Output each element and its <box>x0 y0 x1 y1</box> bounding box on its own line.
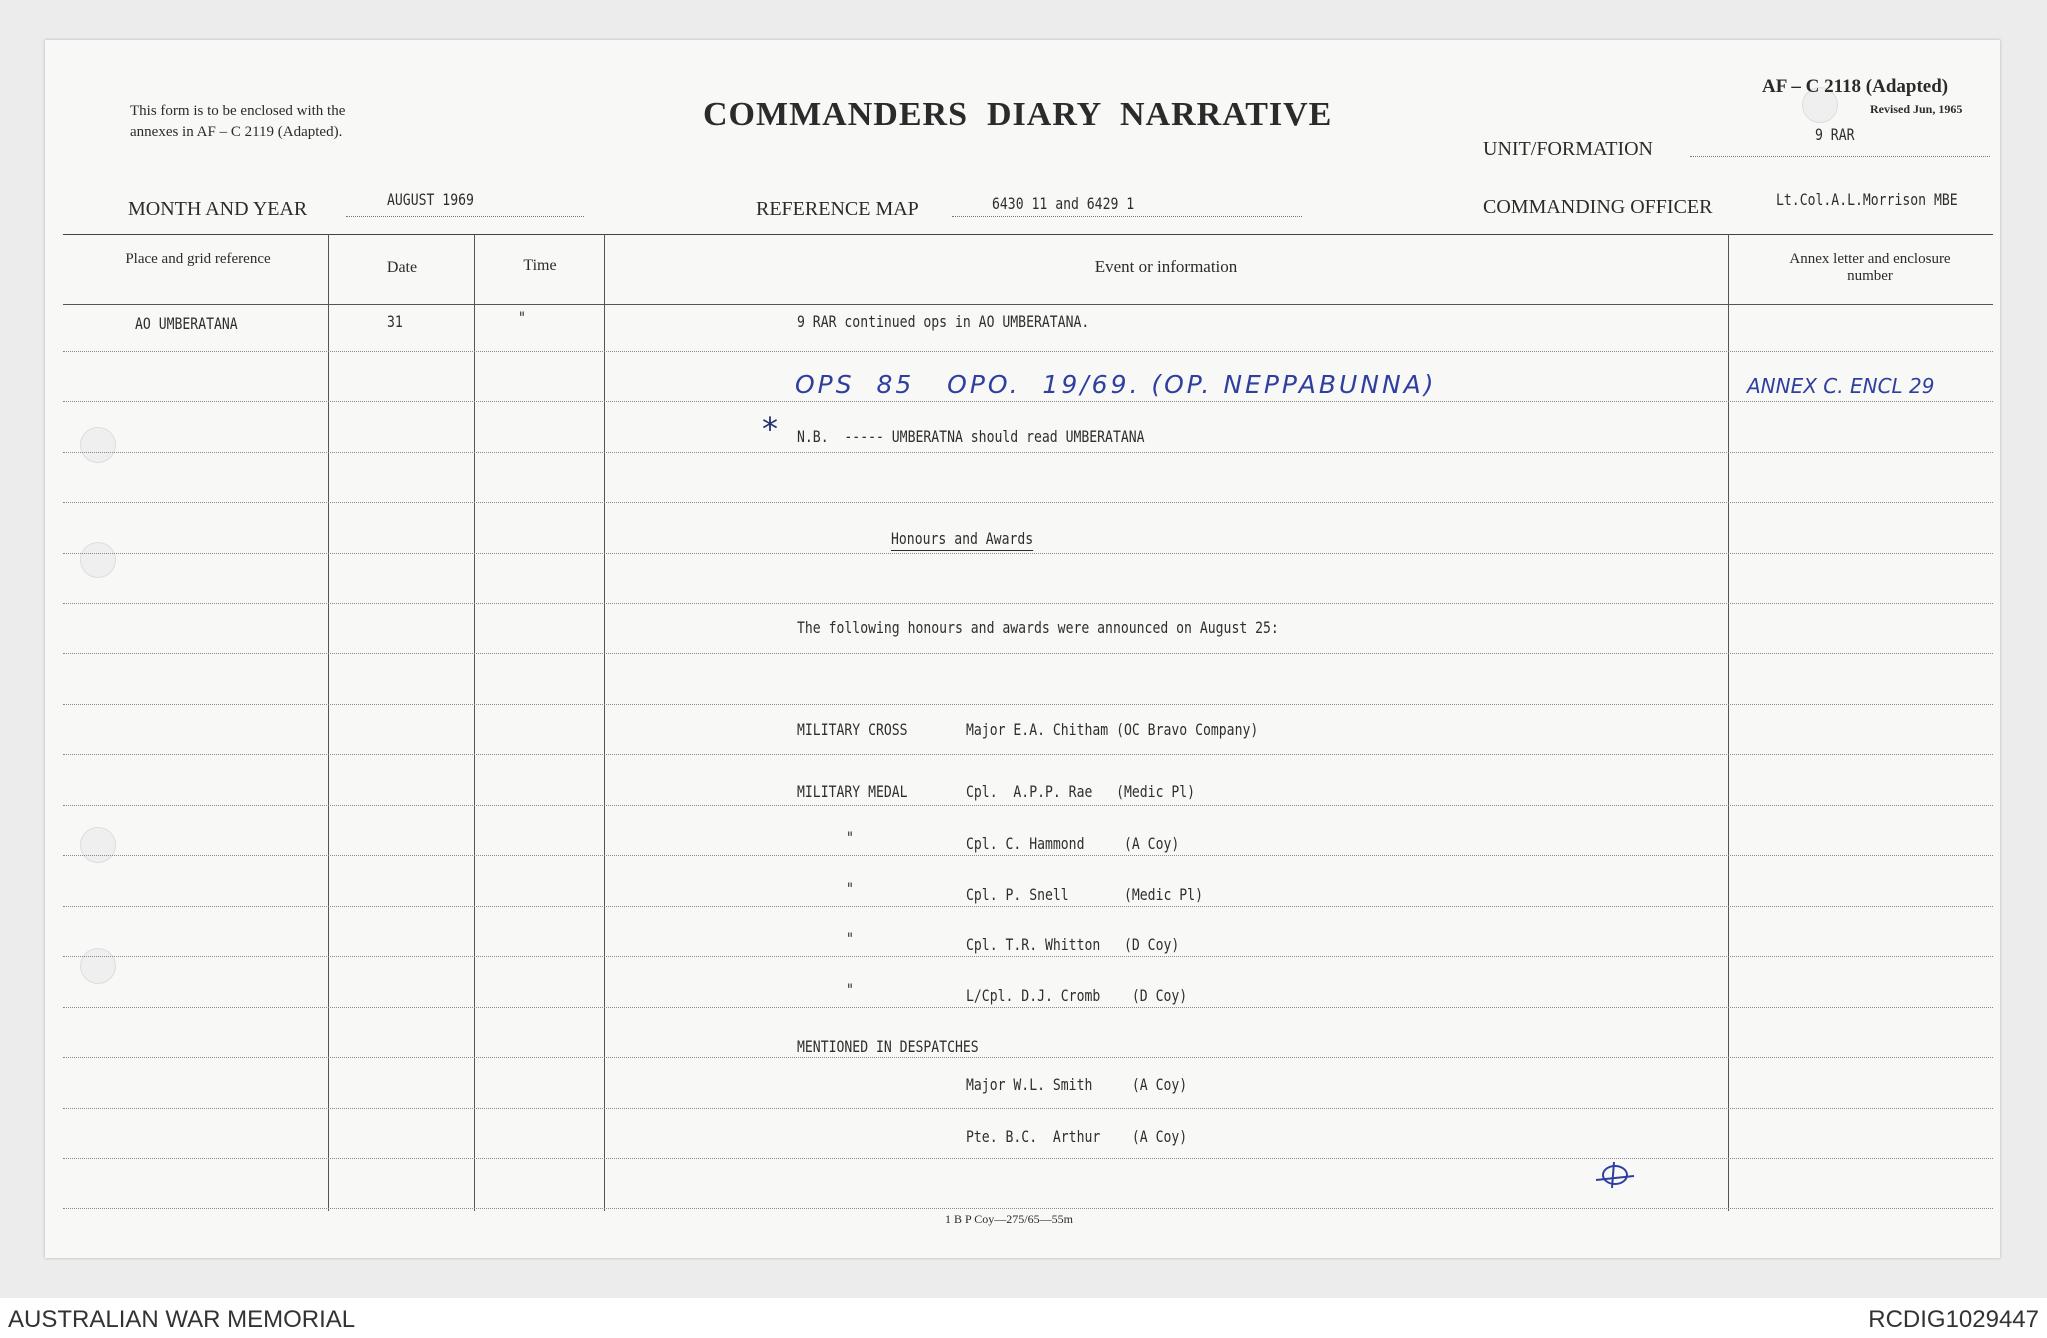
printer-imprint: 1 B P Coy—275/65—55m <box>945 1212 1073 1226</box>
col-header-time: Time <box>523 257 557 274</box>
ditto-mark: " <box>846 879 854 898</box>
co-label: COMMANDING OFFICER <box>1483 196 1713 218</box>
nb-correction: N.B. ----- UMBERATNA should read UMBERATANA <box>797 427 1145 446</box>
header-bottom-rule <box>63 304 1993 305</box>
ruled-line <box>63 553 1993 554</box>
mentioned-in-despatches-label: MENTIONED IN DESPATCHES <box>797 1037 979 1056</box>
ruled-line <box>63 704 1993 705</box>
month-label: MONTH AND YEAR <box>128 198 308 220</box>
ruled-line <box>63 401 1993 402</box>
ruled-line <box>63 351 1993 352</box>
military-medal-recipient: Cpl. C. Hammond (A Coy) <box>966 834 1180 853</box>
ruled-line <box>63 1208 1993 1209</box>
unit-field-line <box>1690 156 1990 157</box>
map-field-line <box>952 216 1302 217</box>
ruled-line <box>63 805 1993 806</box>
map-value: 6430 11 and 6429 1 <box>992 194 1135 213</box>
ditto-mark: " <box>846 929 854 948</box>
ruled-line <box>63 603 1993 604</box>
ruled-line <box>63 956 1993 957</box>
entry-place: AO UMBERATANA <box>135 314 238 333</box>
ruled-line <box>63 452 1993 453</box>
mid-recipient: Pte. B.C. Arthur (A Coy) <box>966 1127 1188 1146</box>
ruled-line <box>63 754 1993 755</box>
punch-hole <box>80 542 116 578</box>
col-header-place: Place and grid reference <box>125 251 271 267</box>
military-cross-recipient: Major E.A. Chitham (OC Bravo Company) <box>966 720 1259 739</box>
military-medal-label: MILITARY MEDAL <box>797 782 908 801</box>
unit-value: 9 RAR <box>1815 125 1855 144</box>
punch-hole <box>80 948 116 984</box>
footer-record-id: RCDIG1029447 <box>1868 1306 2039 1333</box>
ruled-line <box>63 1057 1993 1058</box>
military-medal-recipient: Cpl. T.R. Whitton (D Coy) <box>966 935 1180 954</box>
ruled-line <box>63 653 1993 654</box>
revised-date: Revised Jun, 1965 <box>1870 102 1963 116</box>
col-header-annex: Annex letter and enclosure number <box>1789 251 1951 284</box>
column-divider <box>604 234 605 1211</box>
form-title: COMMANDERS DIARY NARRATIVE <box>703 96 1333 133</box>
punch-hole <box>80 827 116 863</box>
table-top-rule <box>63 234 1993 235</box>
map-label: REFERENCE MAP <box>756 198 919 220</box>
ditto-mark: " <box>846 980 854 999</box>
military-medal-recipient: Cpl. P. Snell (Medic Pl) <box>966 885 1203 904</box>
column-divider <box>328 234 329 1211</box>
ruled-line <box>63 1108 1993 1109</box>
ditto-mark: " <box>846 828 854 847</box>
asterisk-mark: * <box>762 410 778 448</box>
entry-date: 31 <box>387 312 403 331</box>
unit-label: UNIT/FORMATION <box>1483 138 1653 160</box>
handwritten-initials <box>1590 1160 1640 1190</box>
military-medal-recipient: L/Cpl. D.J. Cromb (D Coy) <box>966 986 1188 1005</box>
punch-hole <box>80 427 116 463</box>
month-value: AUGUST 1969 <box>387 190 474 209</box>
month-field-line <box>346 216 584 217</box>
ruled-line <box>63 502 1993 503</box>
form-code: AF – C 2118 (Adapted) <box>1762 76 1949 97</box>
handwritten-ops-note: OPS 85 OPO. 19/69. (OP. NEPPABUNNA) <box>795 370 1437 399</box>
ruled-line <box>63 855 1993 856</box>
enclose-note-line-1: This form is to be enclosed with the <box>130 103 346 119</box>
ruled-line <box>63 1158 1993 1159</box>
footer-institution: AUSTRALIAN WAR MEMORIAL <box>8 1306 356 1333</box>
enclose-note-line-2: annexes in AF – C 2119 (Adapted). <box>130 124 343 140</box>
military-cross-label: MILITARY CROSS <box>797 720 908 739</box>
entry-line-1: 9 RAR continued ops in AO UMBERATANA. <box>797 312 1090 331</box>
ruled-line <box>63 1007 1993 1008</box>
col-header-date: Date <box>386 259 418 276</box>
handwritten-annex-ref: ANNEX C. ENCL 29 <box>1747 374 1935 398</box>
mid-recipient: Major W.L. Smith (A Coy) <box>966 1075 1188 1094</box>
entry-time: " <box>518 308 526 327</box>
military-medal-recipient: Cpl. A.P.P. Rae (Medic Pl) <box>966 782 1196 801</box>
honours-heading: Honours and Awards <box>891 529 1034 548</box>
column-divider <box>474 234 475 1211</box>
col-header-event: Event or information <box>1094 257 1238 276</box>
honours-intro: The following honours and awards were announced on August 25: <box>797 618 1279 637</box>
column-divider <box>1728 234 1729 1211</box>
ruled-line <box>63 906 1993 907</box>
co-value: Lt.Col.A.L.Morrison MBE <box>1776 190 1958 209</box>
